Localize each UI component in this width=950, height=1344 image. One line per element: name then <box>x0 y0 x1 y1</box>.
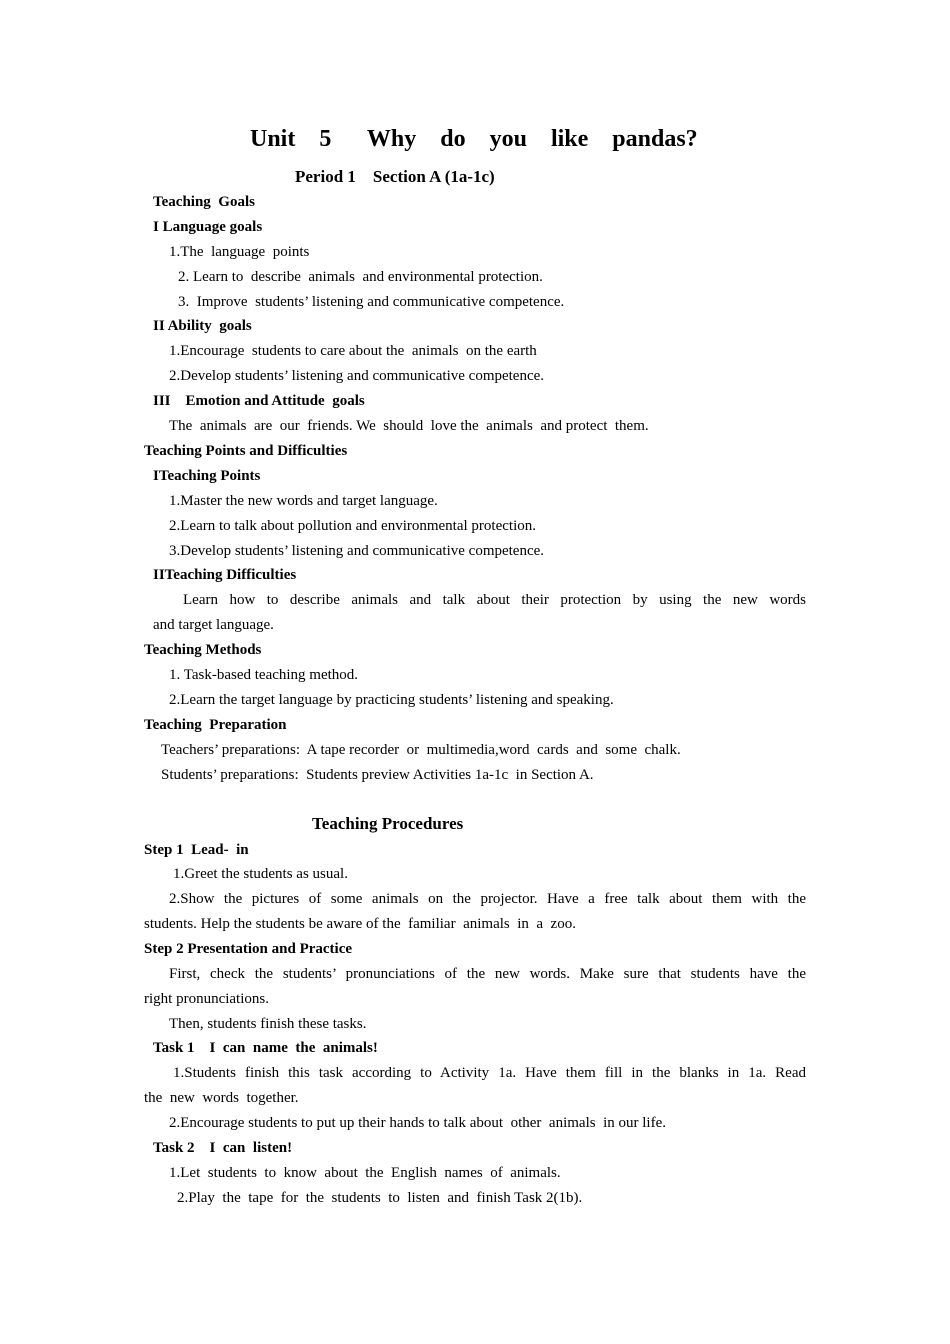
subheading: II Ability goals <box>153 318 252 334</box>
text-line: 1. Task-based teaching method. <box>169 667 359 683</box>
text-line: Students’ preparations: Students preview Activities 1a-1c in Section A. <box>161 767 594 783</box>
heading: Teaching Methods <box>144 642 262 658</box>
heading: Teaching Goals <box>153 194 255 210</box>
text-line: right pronunciations. <box>144 991 269 1007</box>
text-line: the new words together. <box>144 1090 299 1106</box>
text-line: 2.Encourage students to put up their hands to talk about other animals in our life. <box>169 1115 666 1131</box>
heading: Teaching Preparation <box>144 717 287 733</box>
text-line: 1.Greet the students as usual. <box>173 866 348 882</box>
text-line: 1.Let students to know about the English names of animals. <box>169 1165 561 1181</box>
heading: Teaching Points and Difficulties <box>144 443 348 459</box>
text-line: 1.Students finish this task according to Activity 1a. Have them fill in the blanks in 1a. Read <box>173 1065 806 1081</box>
section-heading: Teaching Procedures <box>312 814 464 833</box>
text-line: 2.Show the pictures of some animals on the projector. Have a free talk about them with the <box>169 891 806 907</box>
document-subtitle: Period 1 Section A (1a-1c) <box>295 167 495 186</box>
text-line: The animals are our friends. We should love the animals and protect them. <box>169 418 649 434</box>
text-line: Learn how to describe animals and talk about their protection by using the new words <box>183 592 806 608</box>
text-line: 1.The language points <box>169 244 310 260</box>
document-title: Unit 5 Why do you like pandas? <box>250 126 698 152</box>
subheading: III Emotion and Attitude goals <box>153 393 365 409</box>
text-line: and target language. <box>153 617 274 633</box>
text-line: 1.Encourage students to care about the animals on the earth <box>169 343 537 359</box>
subheading: IITeaching Difficulties <box>153 567 297 583</box>
text-line: 2.Learn to talk about pollution and environmental protection. <box>169 518 536 534</box>
subheading: ITeaching Points <box>153 468 261 484</box>
text-line: 2.Play the tape for the students to listen and finish Task 2(1b). <box>177 1190 583 1206</box>
heading: Step 1 Lead- in <box>144 842 249 858</box>
text-line: 2.Learn the target language by practicing students’ listening and speaking. <box>169 692 614 708</box>
text-line: First, check the students’ pronunciations of the new words. Make sure that students have the <box>169 966 806 982</box>
heading: Step 2 Presentation and Practice <box>144 941 353 957</box>
text-line: Teachers’ preparations: A tape recorder or multimedia,word cards and some chalk. <box>161 742 681 758</box>
subheading: Task 2 I can listen! <box>153 1140 293 1156</box>
text-line: students. Help the students be aware of the familiar animals in a zoo. <box>144 916 576 932</box>
text-line: 3. Improve students’ listening and communicative competence. <box>178 294 565 310</box>
text-line: 2.Develop students’ listening and communicative competence. <box>169 368 545 384</box>
text-line: Then, students finish these tasks. <box>169 1016 367 1032</box>
subheading: I Language goals <box>153 219 263 235</box>
text-line: 3.Develop students’ listening and communicative competence. <box>169 543 545 559</box>
text-line: 1.Master the new words and target language. <box>169 493 438 509</box>
text-line: 2. Learn to describe animals and environmental protection. <box>178 269 543 285</box>
subheading: Task 1 I can name the animals! <box>153 1040 378 1056</box>
